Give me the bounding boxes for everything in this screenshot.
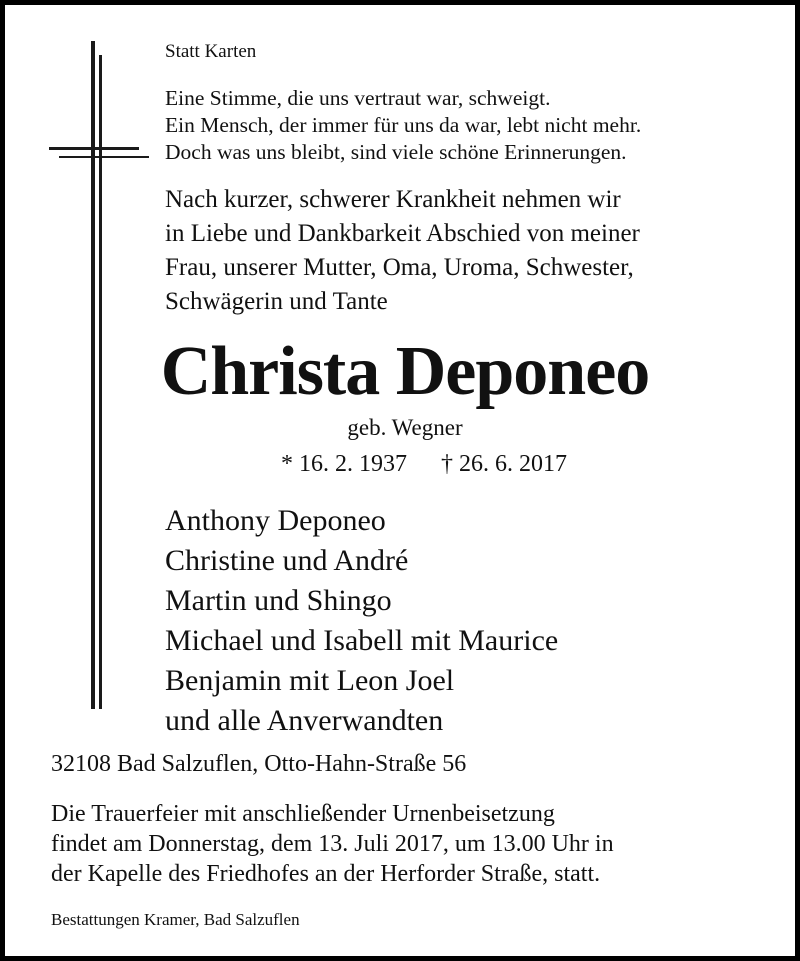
birth-date: * 16. 2. 1937 xyxy=(281,451,407,477)
poem-line: Doch was uns bleibt, sind viele schöne Erinnerungen. xyxy=(165,140,627,164)
service-line: findet am Donnerstag, dem 13. Juli 2017, um 13.00 Uhr in xyxy=(51,831,614,857)
intro-line: Frau, unserer Mutter, Oma, Uroma, Schwester, xyxy=(165,254,634,281)
poem xyxy=(165,85,641,166)
family-member: Martin und Shingo xyxy=(165,584,392,617)
service-info xyxy=(51,799,614,889)
intro-line: in Liebe und Dankbarkeit Abschied von meiner xyxy=(165,220,640,247)
family-member: Michael und Isabell mit Maurice xyxy=(165,624,559,657)
intro-text xyxy=(165,183,640,319)
poem-line: Eine Stimme, die uns vertraut war, schweigt. xyxy=(165,86,551,110)
death-date: † 26. 6. 2017 xyxy=(441,451,567,477)
intro-line: Schwägerin und Tante xyxy=(165,288,388,315)
service-line: Die Trauerfeier mit anschließender Urnenbeisetzung xyxy=(51,801,555,827)
cross-horizontal-bar xyxy=(49,147,139,150)
intro-line: Nach kurzer, schwerer Krankheit nehmen wir xyxy=(165,186,621,213)
undertaker: Bestattungen Kramer, Bad Salzuflen xyxy=(51,910,300,929)
family-member: und alle Anverwandten xyxy=(165,704,444,737)
notice-header: Statt Karten xyxy=(165,41,257,62)
life-dates xyxy=(281,451,567,478)
family-list xyxy=(165,501,558,741)
service-line: der Kapelle des Friedhofes an der Herforder Straße, statt. xyxy=(51,861,601,887)
family-member: Benjamin mit Leon Joel xyxy=(165,664,455,697)
cross-horizontal-bar-inner xyxy=(59,156,149,158)
family-member: Christine und André xyxy=(165,544,409,577)
deceased-name: Christa Deponeo xyxy=(160,333,650,410)
address: 32108 Bad Salzuflen, Otto-Hahn-Straße 56 xyxy=(51,751,467,777)
poem-line: Ein Mensch, der immer für uns da war, lebt nicht mehr. xyxy=(165,113,642,137)
family-member: Anthony Deponeo xyxy=(165,504,386,537)
maiden-name: geb. Wegner xyxy=(347,415,463,440)
